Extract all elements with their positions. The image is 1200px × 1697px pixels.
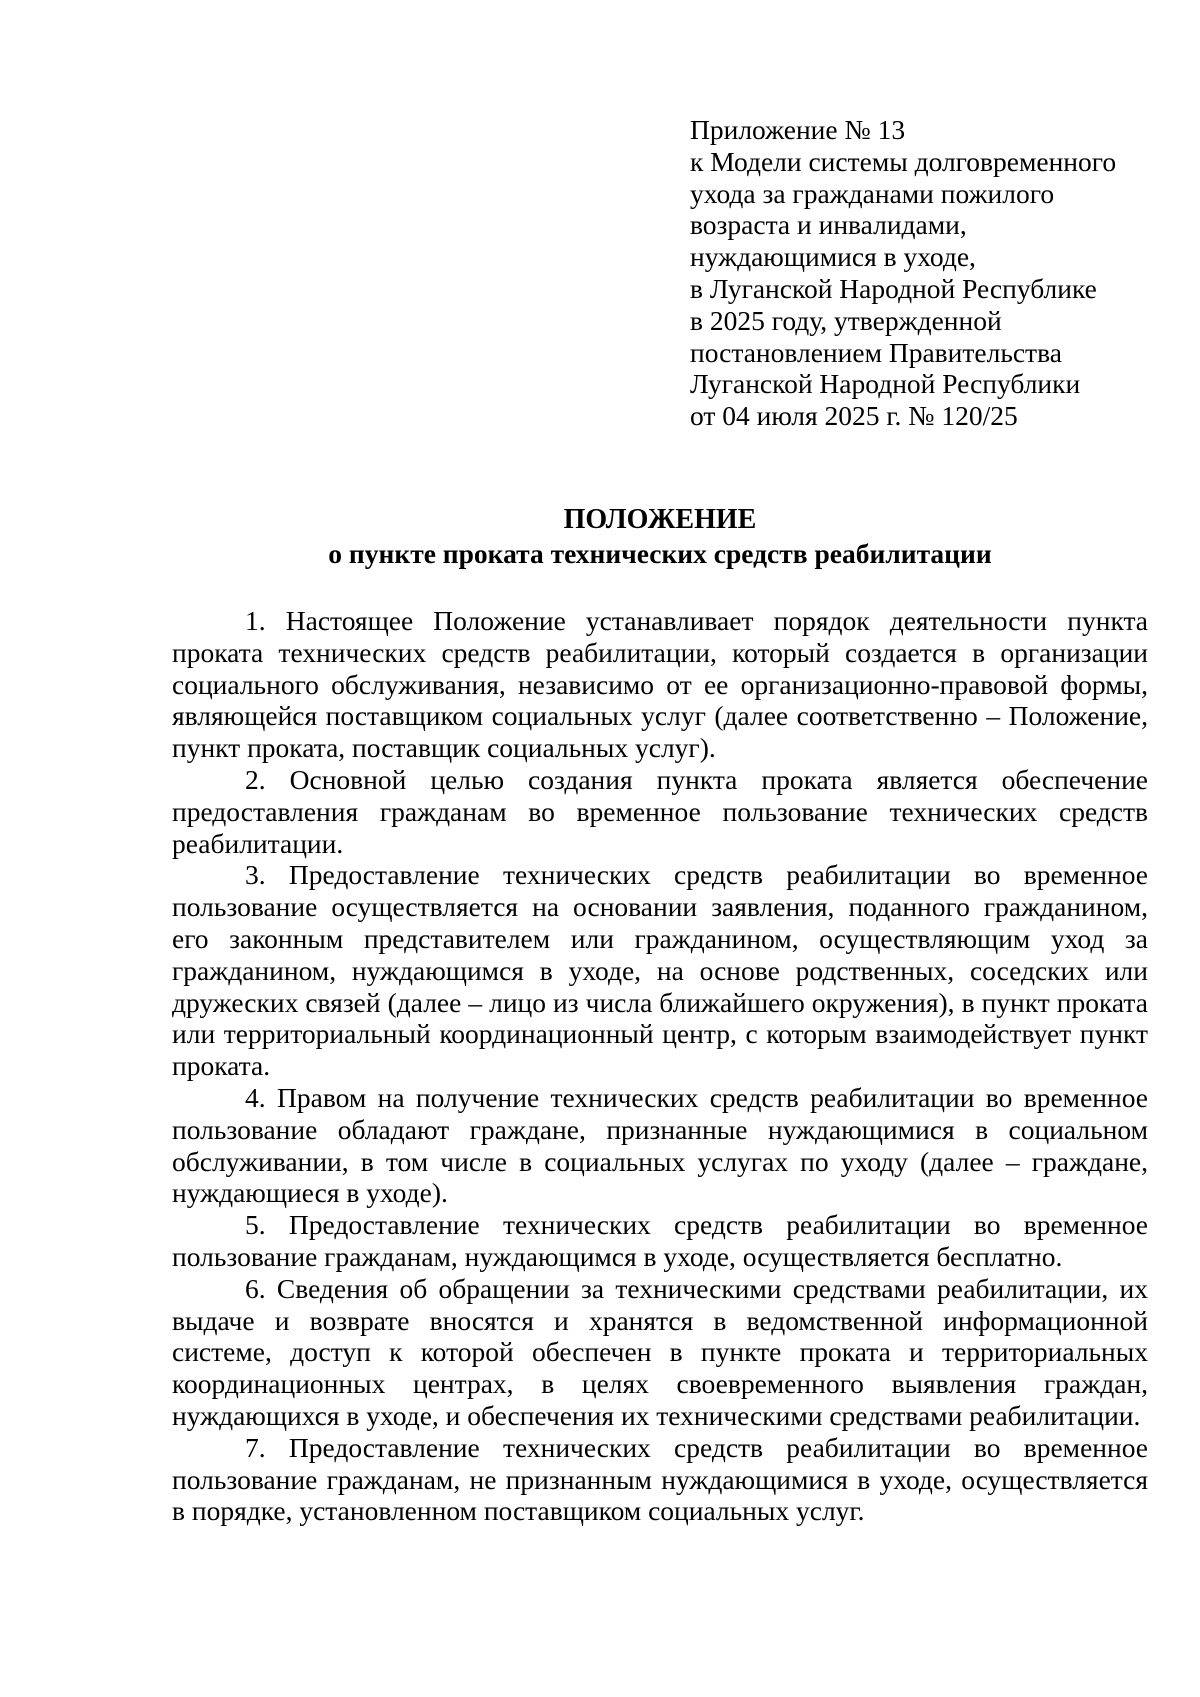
document-subtitle: о пункте проката технических средств реабилитации: [328, 538, 992, 569]
paragraph-text: Основной целью создания пункта проката является обеспечение предоставления гражданам во временное пользование технических средств реабилитации.: [172, 763, 1149, 859]
paragraph-number: 4.: [245, 1081, 266, 1113]
paragraph-5: [172, 1209, 1148, 1273]
paragraph-number: 1.: [245, 605, 266, 636]
paragraph-1: [172, 605, 1148, 764]
appendix-line: постановлением Правительства: [690, 336, 1062, 368]
appendix-line: в 2025 году, утвержденной: [690, 304, 1002, 336]
paragraph-text: Настоящее Положение устанавливает порядок деятельности пункта проката технических средств реабилитации, который создается в организации социального обслуживания, независимо от ее организационно-правовой формы, являющейся поставщиком социальных услуг (далее соответственно – Положение, пункт проката, поставщик социальных услуг).: [172, 605, 1148, 764]
appendix-line: возраста и инвалидами,: [690, 209, 967, 241]
appendix-line: Луганской Народной Республики: [690, 368, 1081, 400]
paragraph-4: [172, 1082, 1148, 1209]
paragraph-7: [172, 1432, 1148, 1527]
appendix-line: ухода за гражданами пожилого: [690, 177, 1055, 209]
paragraph-6: [172, 1273, 1148, 1432]
appendix-line: от 04 июля 2025 г. № 120/25: [690, 400, 1018, 432]
appendix-line: Приложение № 13: [690, 114, 906, 145]
paragraph-2: [172, 764, 1148, 859]
document-title: ПОЛОЖЕНИЕ: [563, 504, 757, 535]
paragraph-number: 5.: [245, 1209, 266, 1241]
appendix-line: в Луганской Народной Республике: [690, 272, 1097, 304]
document-body: [172, 605, 1148, 1527]
appendix-header: [690, 114, 1160, 432]
paragraph-3: [172, 859, 1148, 1082]
paragraph-number: 2.: [245, 763, 266, 795]
paragraph-number: 7.: [245, 1431, 266, 1463]
paragraph-text: Сведения об обращении за техническими средствами реабилитации, их выдаче и возврате вносятся и хранятся в ведомственной информационной системе, доступ к которой обеспечен в пункте проката и территориальных координационных центрах, в целях своевременного выявления граждан, нуждающихся в уходе, и обеспечения их техническими средствами реабилитации.: [172, 1272, 1149, 1431]
paragraph-number: 6.: [245, 1272, 266, 1304]
appendix-line: нуждающимися в уходе,: [690, 241, 976, 273]
document-title-block: [170, 504, 1150, 570]
paragraph-text: Предоставление технических средств реабилитации во временное пользование гражданам, не признанным нуждающимися в уходе, осуществляется в порядке, установленном поставщиком социальных услуг.: [172, 1431, 1149, 1527]
paragraph-number: 3.: [245, 859, 266, 891]
paragraph-text: Правом на получение технических средств реабилитации во временное пользование обладают граждане, признанные нуждающимися в социальном обслуживании, в том числе в социальных услугах по уходу (далее – граждане, нуждающиеся в уходе).: [172, 1081, 1149, 1209]
paragraph-text: Предоставление технических средств реабилитации во временное пользование осуществляется на основании заявления, поданного гражданином, его законным представителем или гражданином, осуществляющим уход за гражданином, нуждающимся в уходе, на основе родственных, соседских или дружеских связей (далее – лицо из числа ближайшего окружения), в пункт проката или территориальный координационный центр, с которым взаимодействует пункт проката.: [172, 859, 1149, 1082]
paragraph-text: Предоставление технических средств реабилитации во временное пользование гражданам, нуждающимся в уходе, осуществляется бесплатно.: [172, 1209, 1149, 1272]
appendix-line: к Модели системы долговременного: [690, 145, 1117, 177]
